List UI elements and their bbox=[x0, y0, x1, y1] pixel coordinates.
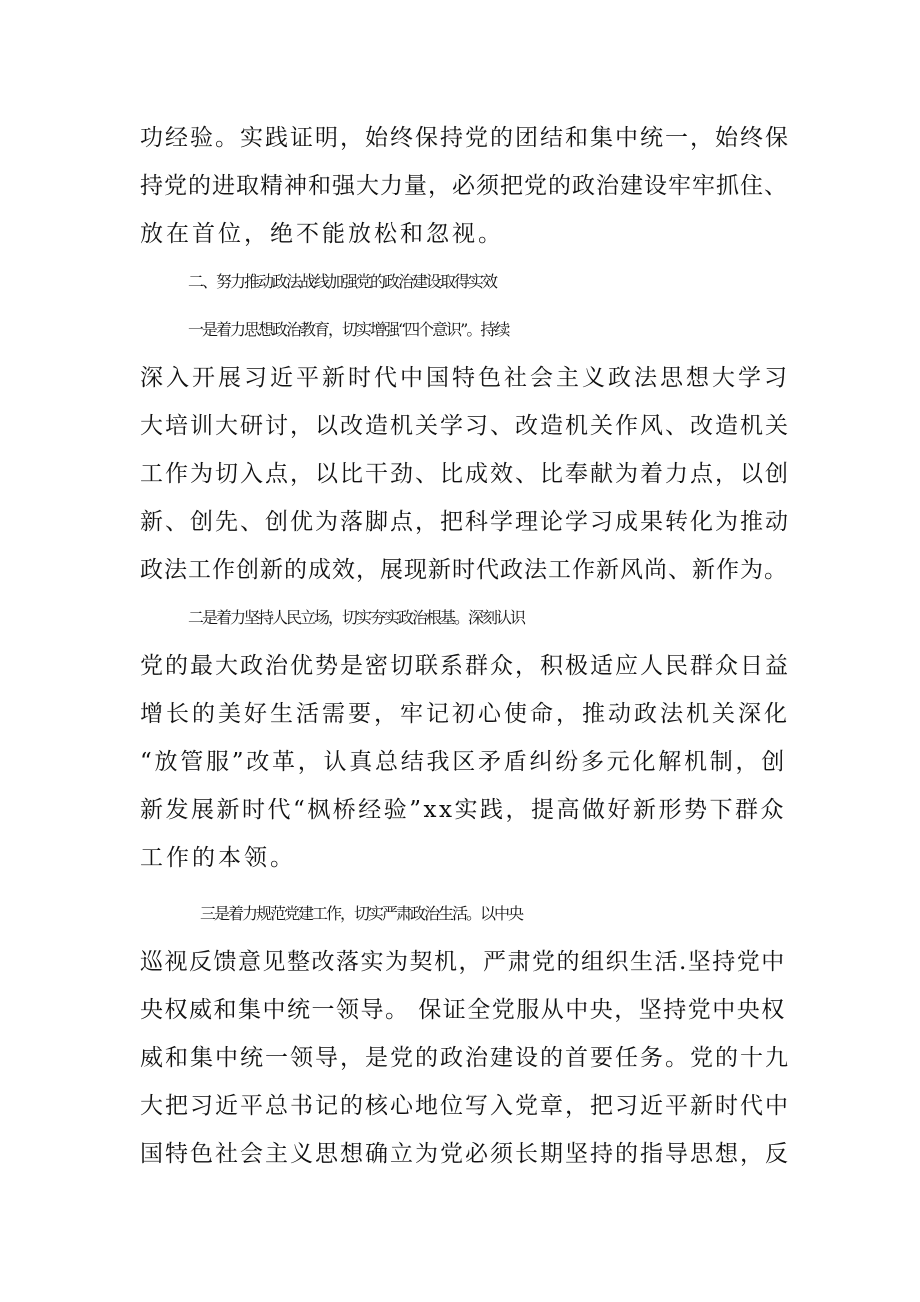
paragraph-line: 党的最大政治优势是密切联系群众，积极适应人民群众日益 bbox=[140, 653, 790, 679]
paragraph-line: 政法工作创新的成效，展现新时代政法工作新风尚、新作为。 bbox=[140, 557, 788, 583]
paragraph-line: 增长的美好生活需要，牢记初心使命，推动政法机关深化 bbox=[140, 701, 790, 727]
section-heading: 二、努力推动政法战线加强党的政治建设取得实效 bbox=[188, 272, 497, 291]
paragraph-line: 新发展新时代“枫桥经验”xx实践，提高做好新形势下群众 bbox=[140, 797, 786, 823]
paragraph-line: 一是着力思想政治教育，切实增强“四个意识”。持续 bbox=[188, 320, 509, 339]
paragraph-line: “放管服”改革，认真总结我区矛盾纠纷多元化解机制，创 bbox=[140, 749, 788, 775]
paragraph-line: 国特色社会主义思想确立为党必须长期坚持的指导思想，反 bbox=[140, 1141, 790, 1167]
paragraph-line: 巡视反馈意见整改落实为契机，严肃党的组织生活.坚持党中 bbox=[140, 949, 786, 975]
paragraph-line: 二是着力坚持人民立场，切实夯实政治根基。深刻认识 bbox=[188, 608, 525, 627]
paragraph-line: 持党的进取精神和强大力量，必须把党的政治建设牢牢抓住、 bbox=[140, 173, 788, 199]
paragraph-line: 大把习近平总书记的核心地位写入党章，把习近平新时代中 bbox=[140, 1093, 790, 1119]
paragraph-line: 威和集中统一领导，是党的政治建设的首要任务。党的十九 bbox=[140, 1045, 790, 1071]
paragraph-line: 央权威和集中统一领导。 保证全党服从中央，坚持党中央权 bbox=[140, 997, 786, 1023]
paragraph-line: 新、创先、创优为落脚点，把科学理论学习成果转化为推动 bbox=[140, 509, 790, 535]
paragraph-line: 三是着力规范党建工作，切实严肃政治生活。以中央 bbox=[200, 904, 523, 923]
paragraph-line: 深入开展习近平新时代中国特色社会主义政法思想大学习 bbox=[140, 365, 790, 391]
paragraph-line: 功经验。实践证明，始终保持党的团结和集中统一，始终保 bbox=[140, 125, 790, 151]
paragraph-line: 大培训大研讨，以改造机关学习、改造机关作风、改造机关 bbox=[140, 413, 790, 439]
paragraph-line: 放在首位，绝不能放松和忽视。 bbox=[140, 221, 504, 247]
paragraph-line: 工作的本领。 bbox=[140, 845, 296, 871]
paragraph-line: 工作为切入点，以比干劲、比成效、比奉献为着力点，以创 bbox=[140, 461, 790, 487]
